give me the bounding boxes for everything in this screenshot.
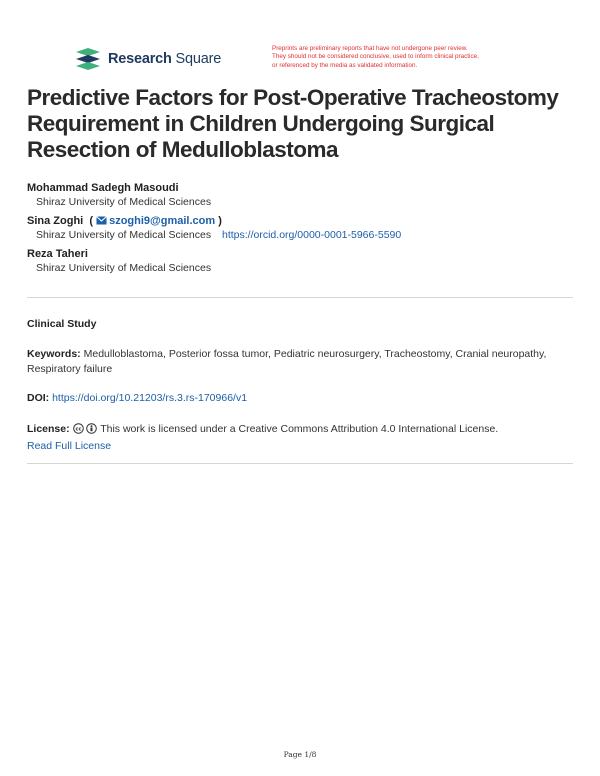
article-type-label: Clinical Study bbox=[27, 318, 97, 330]
orcid-link[interactable]: https://orcid.org/0000-0001-5966-5590 bbox=[222, 229, 402, 241]
keywords-section bbox=[27, 347, 572, 377]
paper-title: Predictive Factors for Post-Operative Tracheostomy Requirement in Children Undergoing Surgical Resection of Medulloblastoma bbox=[27, 85, 559, 162]
article-type bbox=[27, 317, 572, 332]
page-number: Page 1/8 bbox=[283, 750, 317, 759]
research-square-logo-icon bbox=[74, 48, 102, 70]
author-affiliation-line bbox=[27, 228, 572, 242]
keywords-value: Medulloblastoma, Posterior fossa tumor, Pediatric neurosurgery, Tracheostomy, Cranial neuropathy, Respiratory failure bbox=[27, 348, 547, 375]
email-paren-open: ( bbox=[86, 215, 97, 227]
author-affiliation: Shiraz University of Medical Sciences bbox=[36, 196, 212, 208]
svg-text:cc: cc bbox=[75, 426, 81, 433]
doi-link[interactable]: https://doi.org/10.21203/rs.3.rs-170966/v1 bbox=[52, 392, 248, 404]
cc-icon bbox=[73, 423, 84, 434]
section-divider bbox=[27, 297, 573, 298]
author-list bbox=[27, 181, 572, 280]
envelope-icon bbox=[96, 216, 107, 225]
email-paren-close: ) bbox=[215, 215, 222, 227]
cc-license-icons[interactable] bbox=[73, 423, 98, 439]
author-name-line bbox=[27, 214, 572, 228]
author-affiliation: Shiraz University of Medical Sciences bbox=[36, 262, 212, 274]
logo-text bbox=[108, 51, 221, 67]
author-entry bbox=[27, 214, 572, 242]
disclaimer-line: or referenced by the media as validated information. bbox=[272, 61, 418, 69]
preprint-disclaimer bbox=[272, 45, 532, 70]
author-entry bbox=[27, 181, 572, 209]
by-icon bbox=[86, 423, 97, 434]
read-full-license-link[interactable]: Read Full License bbox=[27, 440, 112, 452]
doi-label: DOI: bbox=[27, 392, 50, 404]
author-entry bbox=[27, 247, 572, 275]
author-email-link[interactable]: szoghi9@gmail.com bbox=[109, 215, 216, 227]
disclaimer-line: Preprints are preliminary reports that have not undergone peer review. bbox=[272, 45, 468, 52]
research-square-logo[interactable] bbox=[74, 48, 221, 70]
keywords-label: Keywords: bbox=[27, 348, 81, 360]
license-text: This work is licensed under a Creative Commons Attribution 4.0 International License. bbox=[100, 423, 499, 435]
section-divider bbox=[27, 463, 573, 464]
logo-text-rest: Square bbox=[175, 51, 222, 67]
author-name: Mohammad Sadegh Masoudi bbox=[27, 182, 179, 194]
disclaimer-line: They should not be considered conclusive, used to inform clinical practice, bbox=[272, 53, 479, 61]
logo-text-bold: Research bbox=[108, 51, 172, 67]
author-name: Reza Taheri bbox=[27, 248, 88, 260]
author-name: Sina Zoghi bbox=[27, 215, 84, 227]
license-section bbox=[27, 422, 572, 454]
author-affiliation: Shiraz University of Medical Sciences bbox=[36, 229, 212, 241]
license-label: License: bbox=[27, 423, 70, 435]
doi-section bbox=[27, 391, 572, 406]
